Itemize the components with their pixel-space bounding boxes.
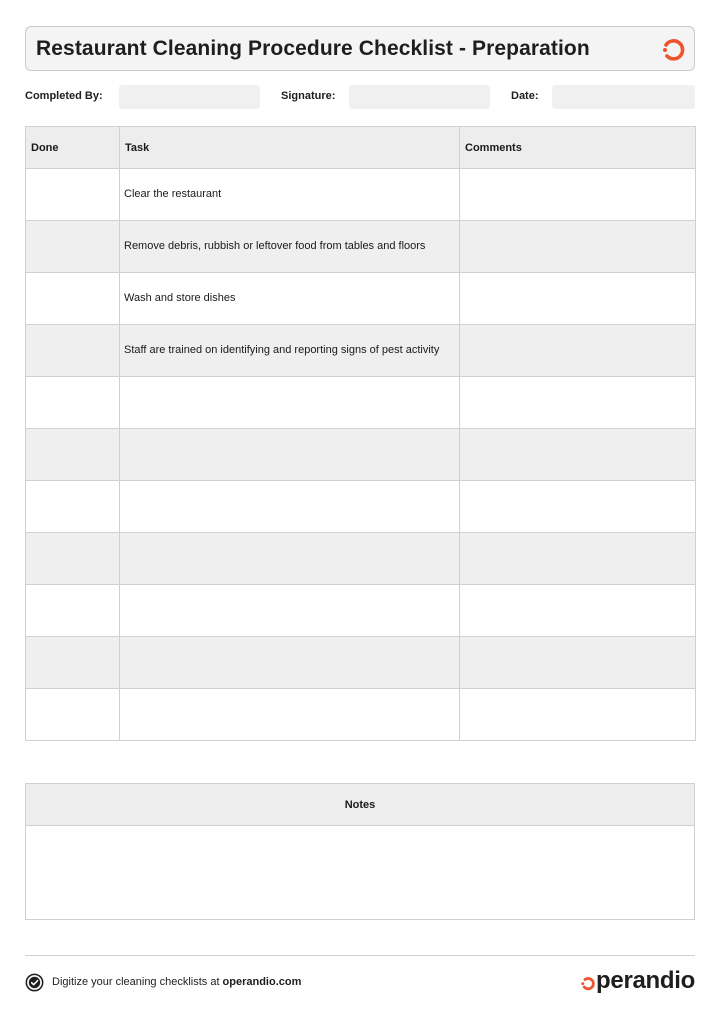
table-row	[26, 533, 696, 585]
table-row	[26, 481, 696, 533]
date-label: Date:	[511, 90, 539, 102]
task-cell[interactable]	[120, 689, 460, 741]
comments-cell[interactable]	[460, 273, 696, 325]
operandio-icon	[581, 975, 595, 991]
done-cell[interactable]	[26, 637, 120, 689]
task-cell: Clear the restaurant	[120, 169, 460, 221]
column-header-task: Task	[120, 127, 460, 169]
brand-wordmark: perandio	[596, 967, 695, 994]
comments-cell[interactable]	[460, 689, 696, 741]
done-cell[interactable]	[26, 273, 120, 325]
footer-cta-link[interactable]: operandio.com	[222, 976, 302, 988]
done-cell[interactable]	[26, 689, 120, 741]
comments-cell[interactable]	[460, 585, 696, 637]
done-cell[interactable]	[26, 325, 120, 377]
table-row	[26, 429, 696, 481]
column-header-done: Done	[26, 127, 120, 169]
check-circle-icon	[25, 973, 44, 992]
table-header-row	[26, 127, 696, 169]
notes-area[interactable]	[26, 826, 695, 920]
checklist-table	[25, 126, 696, 741]
comments-cell[interactable]	[460, 481, 696, 533]
task-cell[interactable]	[120, 377, 460, 429]
table-row	[26, 325, 696, 377]
task-cell[interactable]	[120, 429, 460, 481]
operandio-icon	[661, 37, 685, 61]
comments-cell[interactable]	[460, 533, 696, 585]
table-row	[26, 221, 696, 273]
table-row	[26, 637, 696, 689]
footer-cta-text: Digitize your cleaning checklists at	[52, 976, 220, 988]
task-cell[interactable]	[120, 637, 460, 689]
page-title: Restaurant Cleaning Procedure Checklist - Preparation	[36, 36, 590, 60]
table-row	[26, 169, 696, 221]
notes-heading: Notes	[26, 784, 695, 826]
comments-cell[interactable]	[460, 429, 696, 481]
task-cell: Remove debris, rubbish or leftover food from tables and floors	[120, 221, 460, 273]
completed-by-label: Completed By:	[25, 90, 103, 102]
done-cell[interactable]	[26, 169, 120, 221]
date-field[interactable]	[552, 85, 695, 109]
done-cell[interactable]	[26, 221, 120, 273]
table-row	[26, 585, 696, 637]
table-row	[26, 273, 696, 325]
title-bar	[25, 26, 695, 71]
notes-table	[25, 783, 695, 920]
comments-cell[interactable]	[460, 169, 696, 221]
table-row	[26, 689, 696, 741]
comments-cell[interactable]	[460, 325, 696, 377]
task-cell[interactable]	[120, 481, 460, 533]
brand-logo	[581, 966, 695, 996]
completed-by-field[interactable]	[119, 85, 260, 109]
task-cell[interactable]	[120, 585, 460, 637]
comments-cell[interactable]	[460, 377, 696, 429]
footer-divider	[25, 955, 695, 956]
task-cell[interactable]	[120, 533, 460, 585]
comments-cell[interactable]	[460, 221, 696, 273]
task-cell: Wash and store dishes	[120, 273, 460, 325]
done-cell[interactable]	[26, 533, 120, 585]
done-cell[interactable]	[26, 429, 120, 481]
table-row	[26, 377, 696, 429]
done-cell[interactable]	[26, 377, 120, 429]
done-cell[interactable]	[26, 481, 120, 533]
comments-cell[interactable]	[460, 637, 696, 689]
column-header-comments: Comments	[460, 127, 696, 169]
signature-label: Signature:	[281, 90, 336, 102]
footer-cta	[25, 972, 301, 992]
header-fields	[25, 85, 695, 109]
signature-field[interactable]	[349, 85, 490, 109]
done-cell[interactable]	[26, 585, 120, 637]
task-cell: Staff are trained on identifying and reporting signs of pest activity	[120, 325, 460, 377]
